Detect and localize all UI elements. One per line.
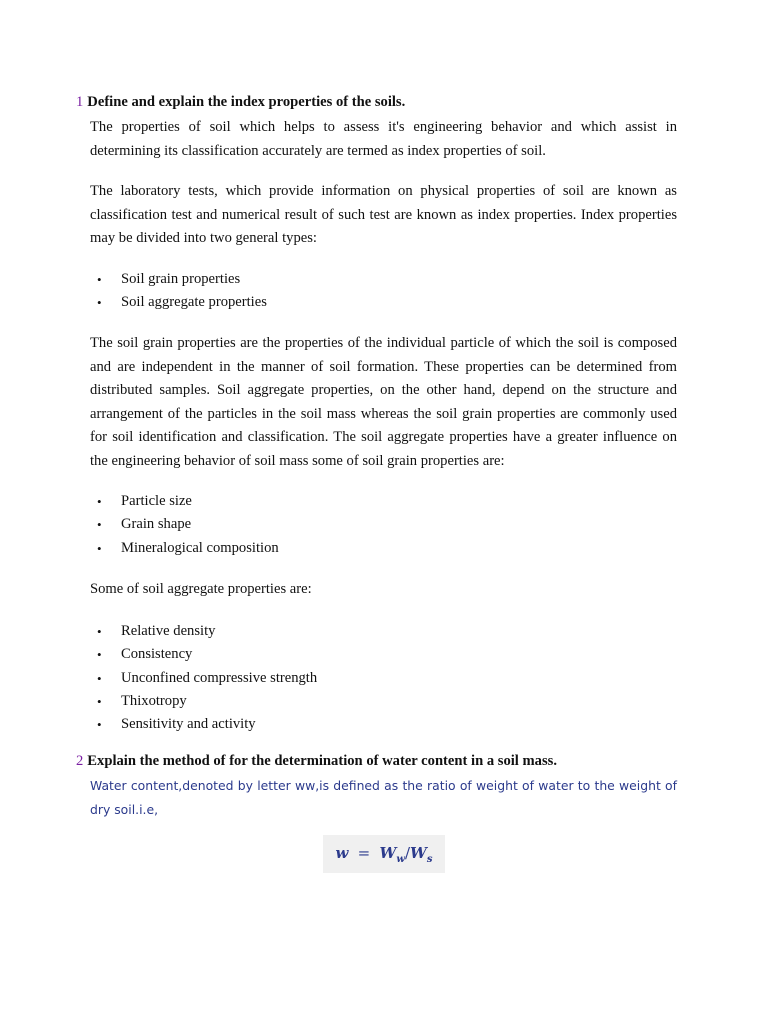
q2-paragraph-1: Water content,denoted by letter ww,is defined as the ratio of weight of water to the weight of dry soil.i.e, bbox=[90, 778, 677, 817]
question-1-heading bbox=[76, 94, 405, 111]
question-2-title: Explain the method of for the determination of water content in a soil mass. bbox=[87, 753, 557, 769]
list-item: • Soil grain properties bbox=[90, 268, 267, 291]
list-item: • Particle size bbox=[90, 490, 279, 513]
list-item: • Grain shape bbox=[90, 513, 279, 536]
list-item: • Mineralogical composition bbox=[90, 537, 279, 560]
formula-denominator-sub: s bbox=[426, 853, 433, 865]
list-item: • Relative density bbox=[90, 620, 317, 643]
question-2-heading bbox=[76, 753, 557, 770]
formula-expression bbox=[336, 844, 433, 865]
q1-paragraph-2: The laboratory tests, which provide information on physical properties of soil are known as classification test and numerical result of such test are known as index properties. Index properties may be divided into two general types: bbox=[90, 183, 677, 246]
list-item: • Soil aggregate properties bbox=[90, 291, 267, 314]
aggregate-properties-list bbox=[90, 620, 317, 736]
formula-numerator: W bbox=[379, 843, 397, 862]
list-item: • Sensitivity and activity bbox=[90, 713, 317, 736]
question-1-number: 1 bbox=[76, 94, 84, 110]
grain-properties-list bbox=[90, 490, 279, 560]
q1-paragraph-1: The properties of soil which helps to assess it's engineering behavior and which assist in determining its classification accurately are termed as index properties of soil. bbox=[90, 119, 677, 159]
formula-numerator-sub: w bbox=[396, 853, 405, 865]
index-property-types-list bbox=[90, 268, 267, 315]
q1-paragraph-3: The soil grain properties are the properties of the individual particle of which the soil is composed and are independent in the manner of soil formation. These properties can be determined from distributed samples. Soil aggregate properties, on the other hand, depend on the structure and arrangement of the particles in the soil mass whereas the soil grain properties are commonly used for soil identification and classification. The soil aggregate properties have a greater influence on the engineering behavior of soil mass some of soil grain properties are: bbox=[90, 335, 677, 469]
list-item: • Thixotropy bbox=[90, 690, 317, 713]
formula-denominator: W bbox=[410, 843, 427, 862]
aggregate-properties-intro: Some of soil aggregate properties are: bbox=[90, 581, 312, 597]
question-1-title: Define and explain the index properties of the soils. bbox=[87, 94, 406, 110]
question-2-number: 2 bbox=[76, 753, 84, 769]
formula-lhs: w bbox=[335, 843, 349, 862]
formula-slash: / bbox=[404, 843, 410, 862]
list-item: • Consistency bbox=[90, 643, 317, 666]
water-content-formula bbox=[323, 835, 445, 873]
list-item: • Unconfined compressive strength bbox=[90, 667, 317, 690]
formula-equals: = bbox=[357, 843, 371, 862]
